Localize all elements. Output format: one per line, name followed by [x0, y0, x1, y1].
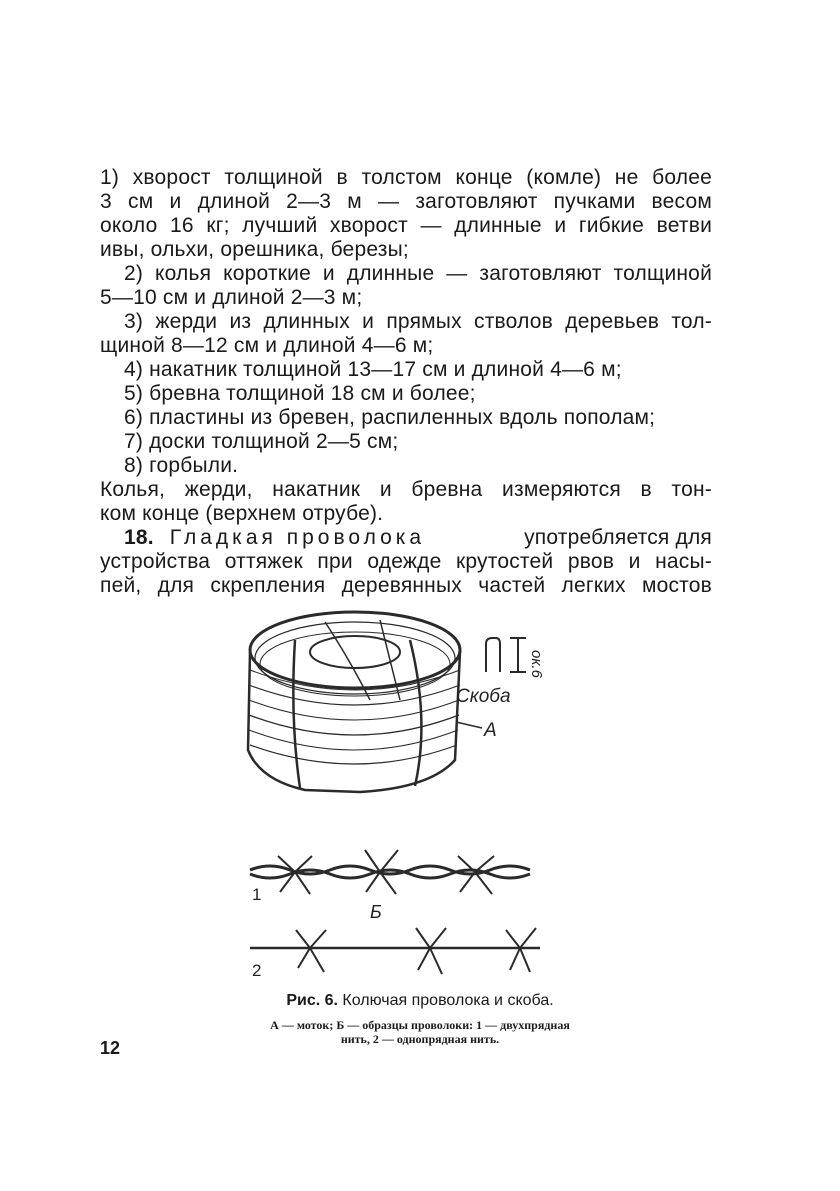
wire-coil-illustration [248, 612, 460, 792]
paragraph-number: 18. [124, 526, 154, 549]
single-strand-wire [250, 928, 540, 974]
text-line-6: 5—10 см и длиной 2—3 м; [100, 286, 363, 309]
paragraph-heading-rest: употребляется для [524, 526, 712, 549]
two-strand-wire [250, 850, 530, 894]
figure-barbed-wire [230, 600, 570, 990]
text-line-12: 7) доски толщиной 2—5 см; [124, 430, 399, 453]
label-1: 1 [252, 885, 262, 904]
text-line-15: ком конце (верхнем отрубе). [100, 502, 384, 525]
text-line-2: 3 см и длиной 2—3 м — заготовляют пучками весом [100, 190, 712, 213]
staple-label: Скоба [456, 686, 511, 707]
figure-caption-line-1: А — моток; Б — образцы проволоки: 1 — двухпрядная [270, 1018, 570, 1032]
text-line-13: 8) горбыли. [124, 454, 239, 477]
text-line-11: 6) пластины из бревен, распиленных вдоль пополам; [124, 406, 656, 429]
text-line-8: щиной 8—12 см и длиной 4—6 м; [100, 334, 434, 357]
text-line-1: 1) хворост толщиной в толстом конце (комле) не более [100, 166, 712, 189]
pointer-A [456, 722, 482, 728]
text-line-4: ивы, ольхи, орешника, березы; [100, 238, 409, 261]
text-line-17: устройства оттяжек при одежде крутостей рвов и насы- [100, 550, 712, 573]
figure-caption-line-2: нить, 2 — однопрядная нить. [340, 1032, 500, 1046]
label-B: Б [370, 902, 382, 922]
text-line-7: 3) жерди из длинных и прямых стволов деревьев тол- [124, 310, 712, 333]
text-line-5: 2) колья короткие и длинные — заготовляют толщиной [124, 262, 712, 285]
figure-number: Рис. 6. [286, 992, 338, 1009]
text-line-10: 5) бревна толщиной 18 см и более; [124, 382, 476, 405]
label-2: 2 [252, 961, 262, 980]
staple-dimension-label: ок.6 [528, 650, 545, 678]
label-A: А [484, 720, 497, 741]
text-line-9: 4) накатник толщиной 13—17 см и длиной 4—6 м; [124, 358, 622, 381]
staple-illustration [486, 638, 526, 672]
figure-caption-title [150, 992, 690, 1010]
paragraph-spaced-term: Гладкая проволока [169, 526, 426, 549]
text-line-14: Колья, жерди, накатник и бревна измеряются в тон- [100, 478, 712, 501]
text-line-18: пей, для скрепления деревянных частей легких мостов [100, 574, 712, 597]
text-line-3: около 16 кг; лучший хворост — длинные и гибкие ветви [100, 214, 712, 237]
figure-title: Колючая проволока и скоба. [342, 992, 554, 1009]
page-number: 12 [100, 1038, 121, 1058]
paragraph-18-heading [124, 526, 712, 550]
